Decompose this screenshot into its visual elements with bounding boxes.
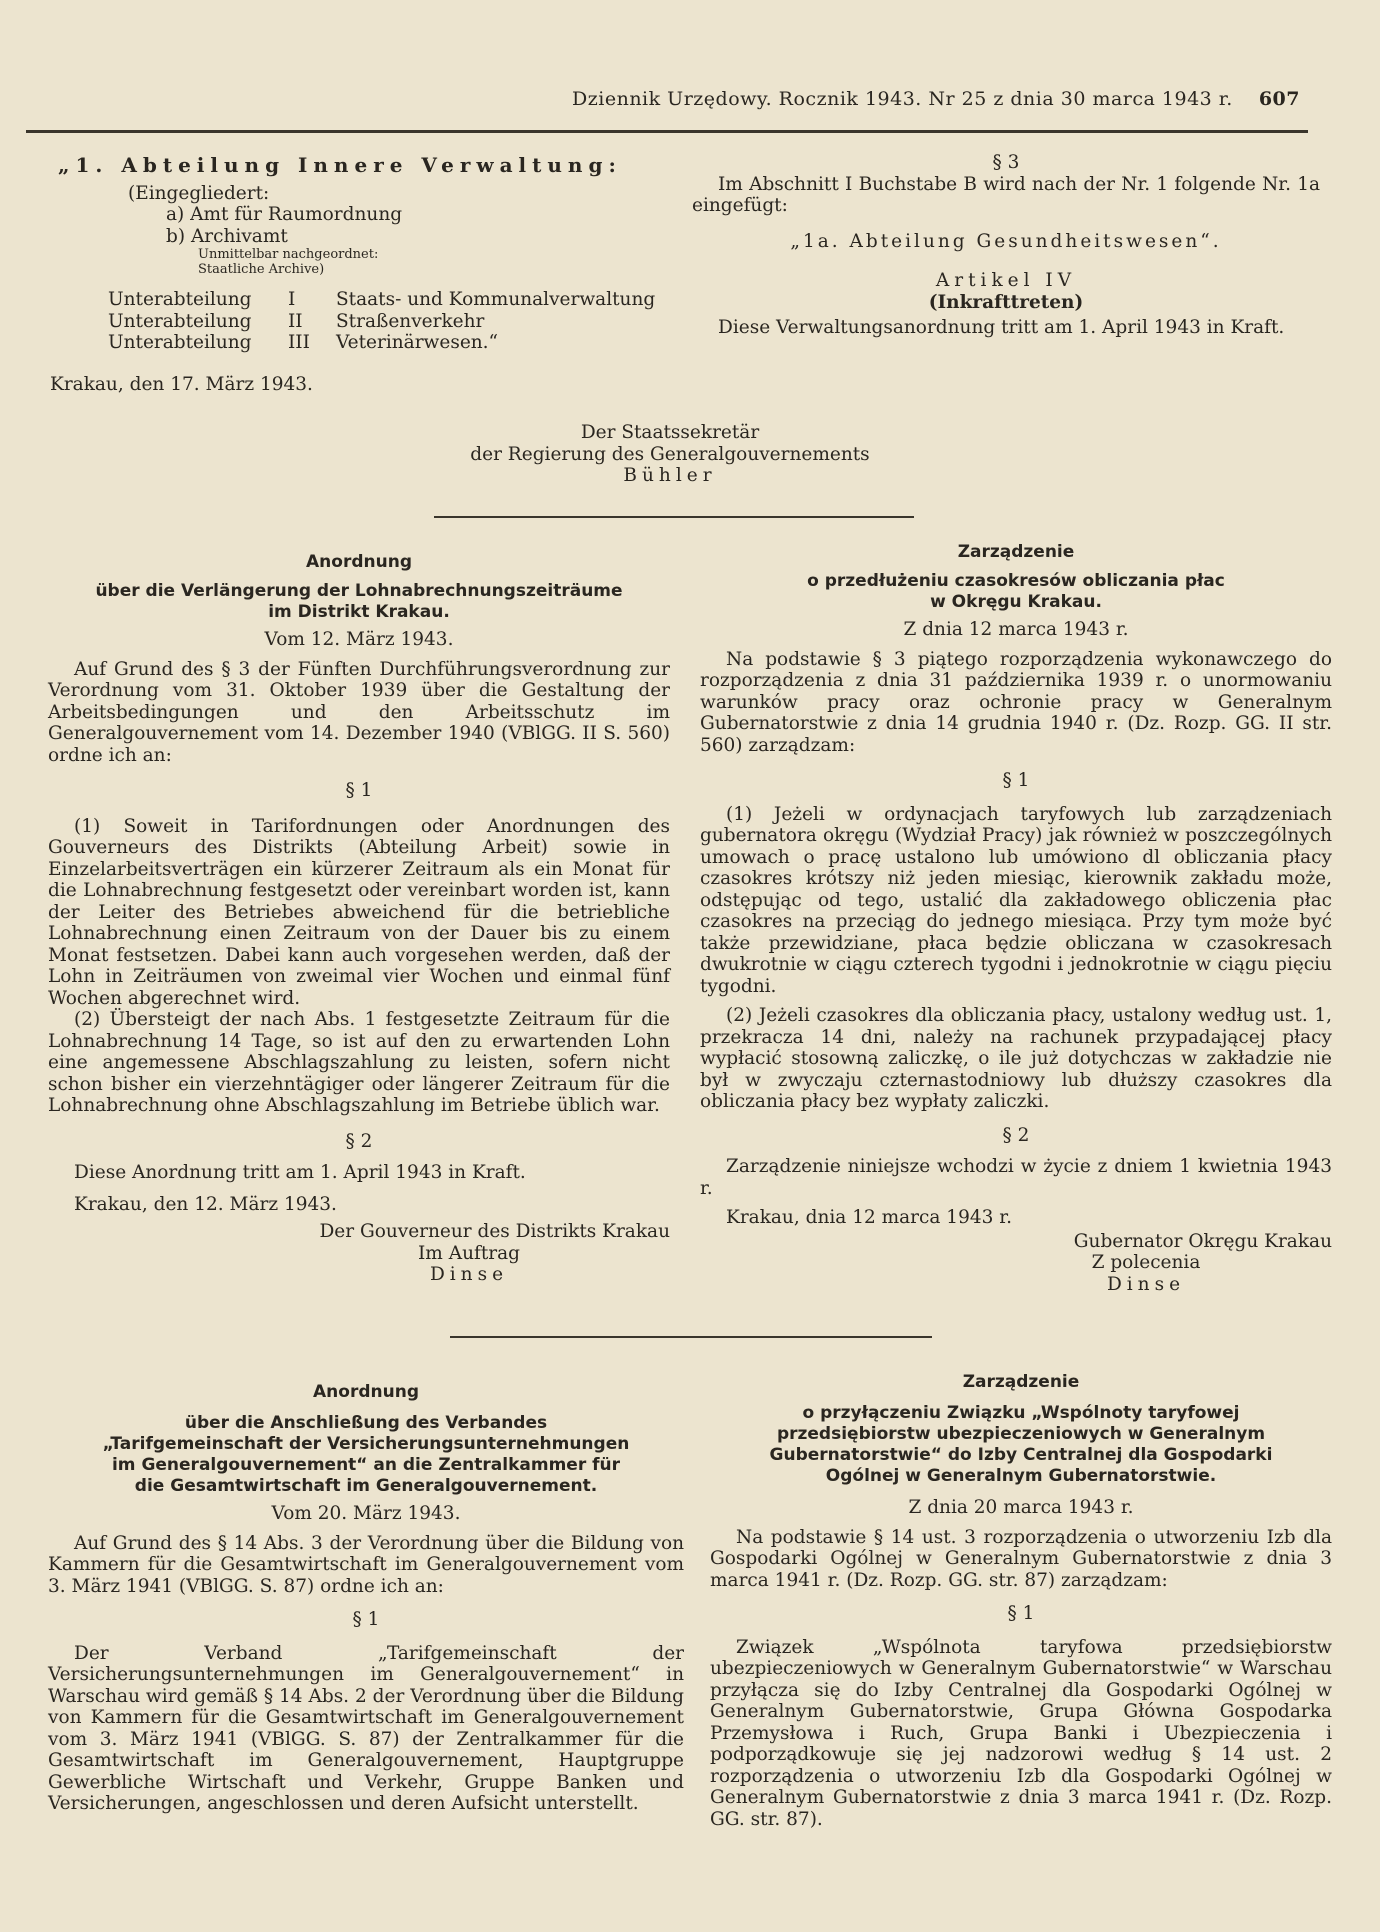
list-item: Unterabteilung III Veterinärwesen.“ — [108, 332, 499, 353]
signature-title: der Regierung des Generalgouvernements — [470, 443, 870, 465]
signature-title: Gubernator Okręgu Krakau — [1073, 1230, 1332, 1252]
paragraph-mark: § 1 — [352, 1609, 380, 1630]
note-line: Unmittelbar nachgeordnet: — [198, 247, 379, 262]
place-date: Krakau, den 12. März 1943. — [74, 1193, 337, 1215]
signature-block — [390, 422, 950, 487]
section3-left — [48, 1382, 684, 1815]
doc-subtitle: przedsiębiorstw ubezpieczeniowych w Generalnym — [776, 1424, 1266, 1444]
body-text: (2) Jeżeli czasokres dla obliczania płacy, ustalony według ust. 1, przekracza 14 dni, należy na rachunek przypadającej płacy wypłacić stosowną zaliczkę, o ile już dotychczas w zakładzie nie był w zwyczaju czternastodniowy lub dłuższy czasokres dla obliczania płacy bez wypłaty zaliczki. — [700, 1005, 1332, 1112]
list-item: Unterabteilung I Staats- und Kommunalverwaltung — [108, 289, 656, 310]
doc-date: Z dnia 20 marca 1943 r. — [908, 1497, 1134, 1518]
body-text: (1) Jeżeli w ordynacjach taryfowych lub zarządzeniach gubernatora okręgu (Wydział Pracy) jak również w poszczególnych umowach o pracę ustalono lub umówiono dl obliczania płacy czasokres krótszy niż jeden miesiąc, kierownik zakładu może, odstępując od tego, ustalić dla zakładowego obliczenia płac czasokres na przeciąg do jednego miesiąca. Przy tym może być także przewidziane, płaca będzie obliczana w czasokresach dwukrotnie w ciągu czterech tygodni i jednokrotnie w ciągu pięciu tygodni. — [700, 803, 1332, 997]
list-item: b) Archivamt — [166, 225, 288, 247]
body-text: Zarządzenie niniejsze wchodzi w życie z dniem 1 kwietnia 1943 r. — [700, 1156, 1332, 1199]
list-item: a) Amt für Raumordnung — [166, 204, 403, 225]
signature-title: Im Auftrag — [417, 1242, 520, 1264]
quote-line: „1a. Abteilung Gesundheitswesen“. — [790, 230, 1222, 252]
body-text: Związek „Wspólnota taryfowa przedsiębiorstw ubezpieczeniowych w Generalnym Gubernatorstwie“ w Warschau przyłącza się do Izby Centralnej dla Gospodarki Ogólnej w Generalnym Gubernatorstwie, Grupa Główna Gospodarka Przemysłowa i Ruch, Grupa Banki i Ubezpieczenia i podporządkowuje się jej nadzorowi według § 14 ust. 2 rozporządzenia o utworzeniu Izb dla Gospodarki Ogólnej w Generalnym Gubernatorstwie z dnia 3 marca 1941 r. (Dz. Rozp. GG. str. 87). — [710, 1636, 1332, 1830]
doc-subtitle: im Generalgouvernement“ an die Zentralkammer für — [111, 1455, 621, 1475]
doc-subtitle: w Okręgu Krakau. — [930, 592, 1102, 612]
signature-title: Z polecenia — [1091, 1252, 1201, 1273]
doc-title: Anordnung — [306, 552, 412, 572]
place-date: Krakau, dnia 12 marca 1943 r. — [726, 1207, 1012, 1228]
doc-title: Anordnung — [313, 1382, 419, 1402]
top-right-block — [692, 152, 1320, 339]
subdivision-list — [108, 289, 668, 354]
body-text: Diese Verwaltungsanordnung tritt am 1. April 1943 in Kraft. — [718, 317, 1285, 338]
article-subheading: (Inkrafttreten) — [928, 291, 1084, 313]
body-text: (2) Übersteigt der nach Abs. 1 festgesetzte Zeitraum für die Lohnabrechnung 14 Tage, so ist auf den zu erwartenden Lohn eine angemessene Abschlagszahlung zu leisten, sofern nicht schon bisher ein vierzehntägiger oder längerer Zeitraum für die Lohnabrechnung ohne Abschlagszahlung im Betriebe üblich war. — [48, 1009, 670, 1116]
running-header — [0, 88, 1300, 110]
signature-name: Dinse — [1106, 1273, 1186, 1295]
paragraph-mark: § 2 — [345, 1130, 373, 1152]
top-left-block — [50, 153, 658, 395]
body-text: Im Abschnitt I Buchstabe B wird nach der Nr. 1 folgende Nr. 1a eingefügt: — [692, 173, 1320, 216]
article-heading: Artikel IV — [935, 270, 1077, 291]
paragraph-mark: § 1 — [345, 780, 373, 801]
signature-name: Bühler — [623, 465, 717, 486]
paragraph-mark: § 2 — [1002, 1124, 1030, 1146]
bracket-line: (Eingegliedert: — [128, 182, 270, 204]
header-rule — [26, 130, 1308, 133]
doc-subtitle: „Tarifgemeinschaft der Versicherungsunternehmungen — [102, 1434, 630, 1454]
body-text: Auf Grund des § 3 der Fünften Durchführungsverordnung zur Verordnung vom 31. Oktober 1939 über die Gestaltung der Arbeitsbedingungen und den Arbeitsschutz im Generalgouvernement vom 14. Dezember 1940 (VBlGG. II S. 560) ordne ich an: — [48, 658, 670, 766]
section-divider — [450, 1336, 932, 1338]
body-text: (1) Soweit in Tarifordnungen oder Anordnungen des Gouverneurs des Distrikts (Abteilung Arbeit) sowie in Einzelarbeitsverträgen ein kürzerer Zeitraum als ein Monat für die Lohnabrechnung festgesetzt oder vereinbart worden ist, kann der Leiter des Betriebes abweichend für die betriebliche Lohnabrechnung einen Zeitraum von der Dauer bis zu einem Monat festsetzen. Dabei kann auch vorgesehen werden, daß der Lohn in Zeiträumen von zweimal vier Wochen und einmal fünf Wochen abgerechnet wird. — [48, 815, 670, 1009]
section3-right — [710, 1372, 1332, 1830]
section-heading: „1. Abteilung Innere Verwaltung: — [58, 153, 622, 177]
running-title: Dziennik Urzędowy. Rocznik 1943. Nr 25 z dnia 30 marca 1943 r. — [572, 88, 1233, 110]
doc-title: Zarządzenie — [962, 1372, 1080, 1392]
doc-subtitle: Gubernatorstwie“ do Izby Centralnej dla Gospodarki — [769, 1445, 1273, 1465]
signature-name: Dinse — [429, 1264, 509, 1285]
body-text: Na podstawie § 3 piątego rozporządzenia wykonawczego do rozporządzenia z dnia 31 października 1939 r. o unormowaniu warunków pracy oraz ochronie pracy w Generalnym Gubernatorstwie z dnia 14 grudnia 1940 r. (Dz. Rozp. GG. II str. 560) zarządzam: — [700, 648, 1332, 756]
page-number: 607 — [1258, 88, 1300, 110]
section-divider — [434, 516, 914, 518]
doc-subtitle: über die Verlängerung der Lohnabrechnungszeiträume — [95, 581, 623, 601]
section2-left — [48, 552, 670, 1286]
body-text: Auf Grund des § 14 Abs. 3 der Verordnung über die Bildung von Kammern für die Gesamtwirtschaft im Generalgouvernement vom 3. März 1941 (VBlGG. S. 87) ordne ich an: — [48, 1532, 684, 1597]
doc-date: Z dnia 12 marca 1943 r. — [903, 619, 1129, 640]
note-line: Staatliche Archive) — [198, 262, 325, 277]
list-item: Unterabteilung II Straßenverkehr — [108, 310, 485, 332]
paragraph-mark: § 1 — [1007, 1603, 1035, 1624]
paragraph-mark: § 1 — [1002, 770, 1030, 791]
signature-title: Der Gouverneur des Distrikts Krakau — [319, 1221, 670, 1242]
doc-subtitle: o przyłączeniu Związku „Wspólnoty taryfowej — [802, 1403, 1240, 1423]
section2-right — [700, 542, 1332, 1295]
doc-subtitle: im Distrikt Krakau. — [268, 602, 450, 622]
body-text: Diese Anordnung tritt am 1. April 1943 in Kraft. — [74, 1162, 526, 1183]
paragraph-mark: § 3 — [992, 152, 1020, 173]
body-text: Na podstawie § 14 ust. 3 rozporządzenia o utworzeniu Izb dla Gospodarki Ogólnej w Generalnym Gubernatorstwie z dnia 3 marca 1941 r. (Dz. Rozp. GG. str. 87) zarządzam: — [710, 1526, 1332, 1591]
doc-date: Vom 12. März 1943. — [264, 629, 454, 650]
signature-title: Der Staatssekretär — [580, 422, 760, 443]
doc-subtitle: Ogólnej w Generalnym Gubernatorstwie. — [825, 1466, 1217, 1486]
doc-subtitle: über die Anschließung des Verbandes — [184, 1413, 548, 1433]
doc-subtitle: o przedłużeniu czasokresów obliczania płac — [807, 571, 1225, 591]
doc-date: Vom 20. März 1943. — [271, 1503, 461, 1524]
doc-title: Zarządzenie — [957, 542, 1075, 562]
doc-subtitle: die Gesamtwirtschaft im Generalgouvernement. — [134, 1476, 598, 1496]
place-date: Krakau, den 17. März 1943. — [50, 373, 313, 395]
body-text: Der Verband „Tarifgemeinschaft der Versicherungsunternehmungen im Generalgouvernement“ in Warschau wird gemäß § 14 Abs. 2 der Verordnung über die Bildung von Kammern für die Gesamtwirtschaft im Generalgouvernement vom 3. März 1941 (VBlGG. S. 87) der Zentralkammer für die Gesamtwirtschaft im Generalgouvernement, Hauptgruppe Gewerbliche Wirtschaft und Verkehr, Gruppe Banken und Versicherungen, angeschlossen und deren Aufsicht unterstellt. — [48, 1642, 684, 1814]
